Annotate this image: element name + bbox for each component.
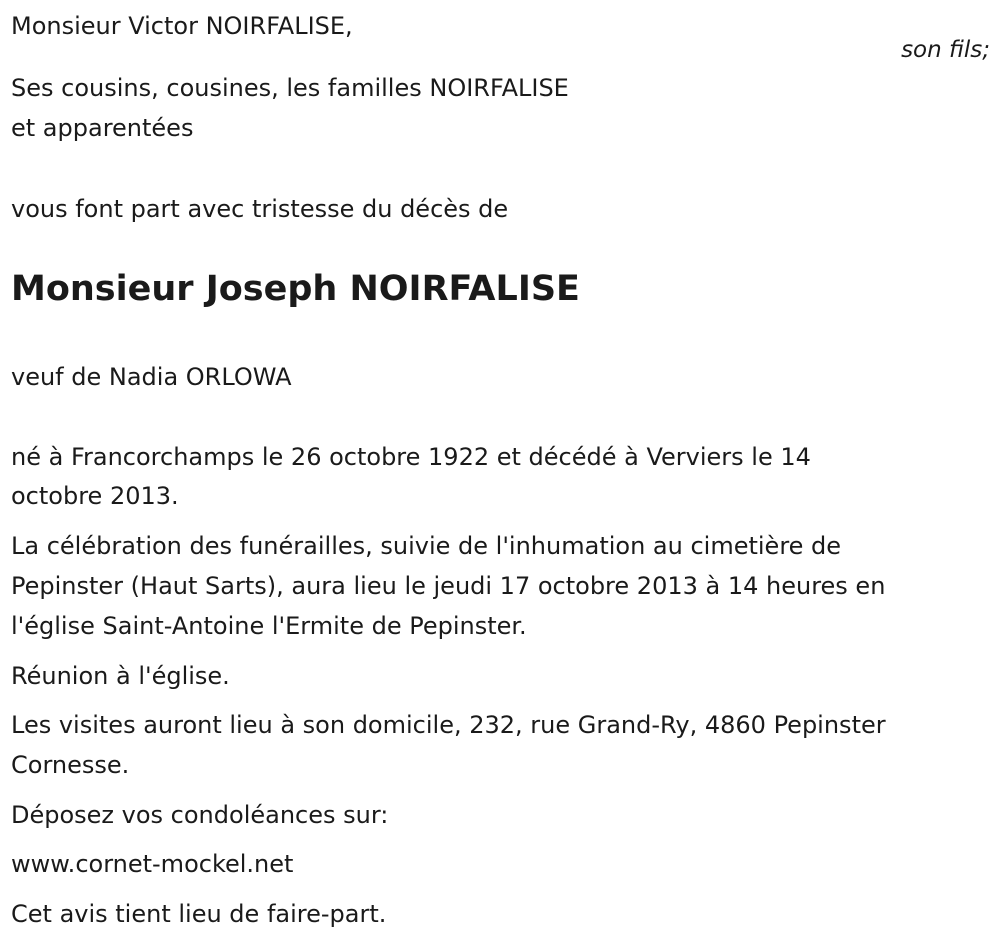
notice-text: Cet avis tient lieu de faire-part. <box>11 900 387 928</box>
visits-line-2: Cornesse. <box>11 751 130 779</box>
website-link[interactable]: www.cornet-mockel.net <box>11 850 294 878</box>
condolences-text: Déposez vos condoléances sur: <box>11 801 389 829</box>
ceremony-line-1: La célébration des funérailles, suivie de l'inhumation au cimetière de <box>11 532 842 560</box>
announcer-son: Monsieur Victor NOIRFALISE, <box>11 12 353 40</box>
visits-line-1: Les visites auront lieu à son domicile, 232, rue Grand-Ry, 4860 Pepinster <box>11 711 886 739</box>
spouse-text: veuf de Nadia ORLOWA <box>11 363 292 391</box>
deceased-name: Monsieur Joseph NOIRFALISE <box>11 269 580 309</box>
ceremony-line-3: l'église Saint-Antoine l'Ermite de Pepinster. <box>11 612 527 640</box>
meeting-text: Réunion à l'église. <box>11 662 230 690</box>
announcer-cousins-line-2: et apparentées <box>11 114 194 142</box>
birth-death-line-2: octobre 2013. <box>11 482 179 510</box>
intro-text: vous font part avec tristesse du décès de <box>11 195 509 223</box>
announcer-cousins-line-1: Ses cousins, cousines, les familles NOIRFALISE <box>11 74 569 102</box>
birth-death-line-1: né à Francorchamps le 26 octobre 1922 et décédé à Verviers le 14 <box>11 443 811 471</box>
announcer-relation: son fils; <box>901 37 990 63</box>
ceremony-line-2: Pepinster (Haut Sarts), aura lieu le jeudi 17 octobre 2013 à 14 heures en <box>11 572 886 600</box>
